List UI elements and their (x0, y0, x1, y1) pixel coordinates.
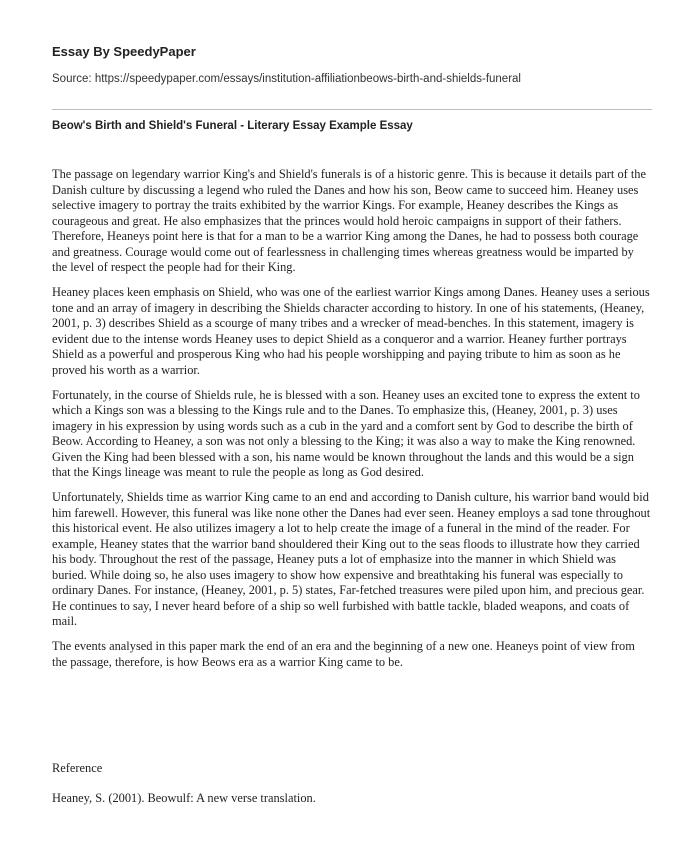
reference-entry: Heaney, S. (2001). Beowulf: A new verse translation. (52, 791, 316, 805)
divider (52, 109, 652, 110)
document-header-title: Essay By SpeedyPaper (52, 44, 196, 59)
paragraph: The passage on legendary warrior King's and Shield's funerals is of a historic genre. This is because it details part of the Danish culture by discussing a legend who ruled the Danes and how his son, Beow came to succeed him. Heaney uses selective imagery to portray the traits exhibited by the warrior Kings. For example, Heaney describes the Kings as courageous and great. He also emphasizes that the princes would hold heroic campaigns in support of their fathers. Therefore, Heaneys point here is that for a man to be a warrior King among the Danes, he had to possess both courage and greatness. Courage would come out of fearlessness in challenging times whereas greatness would be imparted by the level of respect the people had for their King. (52, 167, 647, 274)
essay-body (52, 167, 652, 680)
paragraph: Heaney places keen emphasis on Shield, who was one of the earliest warrior Kings among Danes. Heaney uses a serious tone and an array of imagery in describing the Shields character according to history. In one of his statements, (Heaney, 2001, p. 3) describes Shield as a scourge of many tribes and a wrecker of mead-benches. In this statement, imagery is evident due to the intense words Heaney uses to depict Shield as a conqueror and a warrior. Heaney further portrays Shield as a powerful and prosperous King who had his people worshipping and paying tribute to him as soon as he proved his worth as a warrior. (52, 285, 650, 377)
paragraph: The events analysed in this paper mark the end of an era and the beginning of a new one. Heaneys point of view from the passage, therefore, is how Beows era as a warrior King came to be. (52, 639, 635, 669)
paragraph: Unfortunately, Shields time as warrior King came to an end and according to Danish culture, his warrior band would bid him farewell. However, this funeral was like none other the Danes had ever seen. Heaney employs a sad tone throughout this historical event. He also utilizes imagery a lot to help create the image of a funeral in the mind of the reader. For example, Heaney states that the warrior band shouldered their King out to the seas floods to illustrate how they carried his body. Throughout the rest of the passage, Heaney puts a lot of emphasize into the manner in which Shield was buried. While doing so, he also uses imagery to show how expensive and breathtaking his funeral was especially to ordinary Danes. For instance, (Heaney, 2001, p. 5) states, Far-fetched treasures were piled upon him, and precious gear. He continues to say, I never heard before of a ship so well furbished with battle tackle, bladed weapons, and coats of mail. (52, 490, 651, 628)
source-line: Source: https://speedypaper.com/essays/institution-affiliationbeows-birth-and-shields-funeral (52, 73, 521, 85)
paragraph: Fortunately, in the course of Shields rule, he is blessed with a son. Heaney uses an excited tone to express the extent to which a Kings son was a blessing to the Kings rule and to the Danes. To emphasize this, (Heaney, 2001, p. 3) uses imagery in his expression by using words such as a cub in the yard and a comfort sent by God to describe the birth of Beow. According to Heaney, a son was not only a blessing to the King; it was also a way to make the King renowned. Given the King had been blessed with a son, his name would be known throughout the lands and this would be a sign that the Kings lineage was meant to rule the people as long as God desired. (52, 387, 640, 479)
reference-heading: Reference (52, 761, 103, 775)
essay-title: Beow's Birth and Shield's Funeral - Literary Essay Example Essay (52, 120, 413, 132)
